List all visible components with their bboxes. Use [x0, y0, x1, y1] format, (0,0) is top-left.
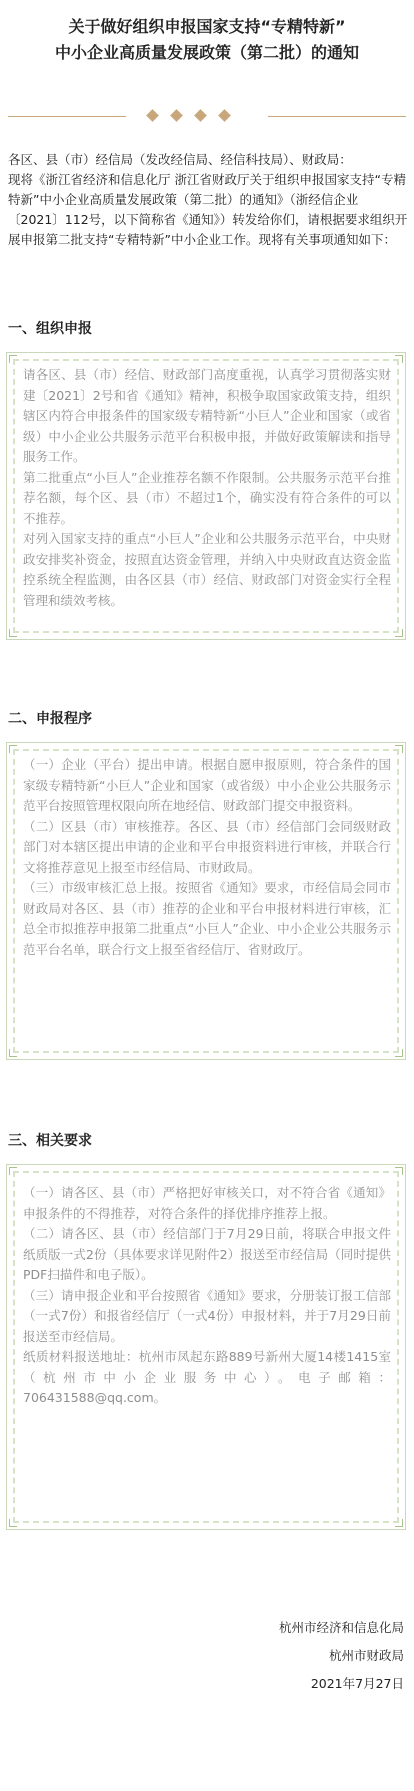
- divider-line-left: [8, 116, 126, 117]
- corner-ornament-icon: [395, 355, 403, 363]
- paragraph: 纸质材料报送地址：杭州市凤起东路889号新州大厦14楼1415室（杭州市中小企业服务中心）。电子邮箱：706431588@qq.com。: [23, 1349, 391, 1405]
- paragraph: （一）企业（平台）提出申请。根据自愿申报原则，符合条件的国家级专精特新“小巨人”企业和国家（或省级）中小企业公共服务示范平台按照管理权限向所在地经信、财政部门提交申报资料。: [23, 757, 391, 813]
- corner-ornament-icon: [9, 745, 17, 753]
- signature-org-1: 杭州市经济和信息化局: [278, 1620, 404, 1635]
- corner-ornament-icon: [395, 1519, 403, 1527]
- signature-date: 2021年7月27日: [310, 1676, 404, 1691]
- paragraph: （三）市级审核汇总上报。按照省《通知》要求，市经信局会同市财政局对各区、县（市）推荐的企业和平台申报材料进行审核，汇总全市拟推荐申报第二批重点“小巨人”企业、中小企业公共服务示范平台名单，联合行文上报至省经信厅、省财政厅。: [23, 880, 391, 957]
- notice-title-line-1: 关于做好组织申报国家支持“专精特新”: [68, 17, 346, 36]
- corner-ornament-icon: [395, 1049, 403, 1057]
- paragraph: 对列入国家支持的重点“小巨人”企业和公共服务示范平台，中央财政安排奖补资金，按照直达资金管理，并纳入中央财政直达资金监控系统全程监测，由各区县（市）经信、财政部门对资金实行全程管理和绩效考核。: [23, 531, 391, 608]
- corner-ornament-icon: [395, 1167, 403, 1175]
- notice-title: [0, 14, 414, 66]
- corner-ornament-icon: [9, 1519, 17, 1527]
- diamond-ornament-icon: [146, 109, 159, 122]
- corner-ornament-icon: [395, 745, 403, 753]
- intro-paragraph: 各区、县（市）经信局（发改经信局、经信科技局）、财政局： 现将《浙江省经济和信息化厅 浙江省财政厅关于组织申报国家支持“专精特新”中小企业高质量发展政策（第二批）的通知》（浙经信企业〔2021〕112号，以下简称省《通知》）转发给你们，请根据要求组织开展申报第二批支持“专精特新”中小企业工作。现将有关事项通知如下：: [8, 152, 408, 247]
- corner-ornament-icon: [9, 1049, 17, 1057]
- section-heading-organize: 一、组织申报: [8, 321, 92, 337]
- paragraph: 第二批重点“小巨人”企业推荐名额不作限制。公共服务示范平台推荐名额，每个区、县（市）不超过1个，确实没有符合条件的可以不推荐。: [23, 469, 391, 526]
- section-heading-procedure: 二、申报程序: [8, 711, 92, 727]
- section-box-requirements: [6, 1164, 406, 1530]
- notice-title-line-2: 中小企业高质量发展政策（第二批）的通知: [54, 43, 359, 62]
- corner-ornament-icon: [9, 355, 17, 363]
- diamond-ornament-icon: [170, 109, 183, 122]
- divider-line-right: [268, 116, 406, 117]
- section-text: [23, 365, 391, 611]
- section-heading-requirements: 三、相关要求: [8, 1133, 92, 1149]
- paragraph: 请各区、县（市）经信、财政部门高度重视，认真学习贯彻落实财建〔2021〕2号和省《通知》精神，积极争取国家政策支持，组织辖区内符合申报条件的国家级专精特新“小巨人”企业和国家（或省级）中小企业公共服务示范平台积极申报，并做好政策解读和指导服务工作。: [23, 367, 391, 464]
- diamond-ornament-icon: [218, 109, 231, 122]
- corner-ornament-icon: [9, 629, 17, 637]
- paragraph: （二）请各区、县（市）经信部门于7月29日前，将联合申报文件纸质版一式2份（具体要求详见附件2）报送至市经信局（同时提供PDF扫描件和电子版）。: [23, 1226, 391, 1282]
- diamond-ornament-icon: [194, 109, 207, 122]
- section-box-procedure: [6, 742, 406, 1060]
- title-divider: [0, 108, 414, 124]
- signature-org-2: 杭州市财政局: [328, 1648, 404, 1663]
- section-text: [23, 1183, 391, 1409]
- section-text: [23, 755, 391, 960]
- corner-ornament-icon: [9, 1167, 17, 1175]
- paragraph: （一）请各区、县（市）严格把好审核关口，对不符合省《通知》申报条件的不得推荐，对符合条件的择优排序推荐上报。: [23, 1185, 391, 1221]
- corner-ornament-icon: [395, 629, 403, 637]
- paragraph: （二）区县（市）审核推荐。各区、县（市）经信部门会同级财政部门对本辖区提出申请的企业和平台申报资料进行审核，并联合行文将推荐意见上报至市经信局、市财政局。: [23, 818, 391, 875]
- section-box-organize: [6, 352, 406, 640]
- paragraph: （三）请申报企业和平台按照省《通知》要求，分册装订报工信部（一式7份）和报省经信厅（一式4份）申报材料，并于7月29日前报送至市经信局。: [23, 1287, 391, 1344]
